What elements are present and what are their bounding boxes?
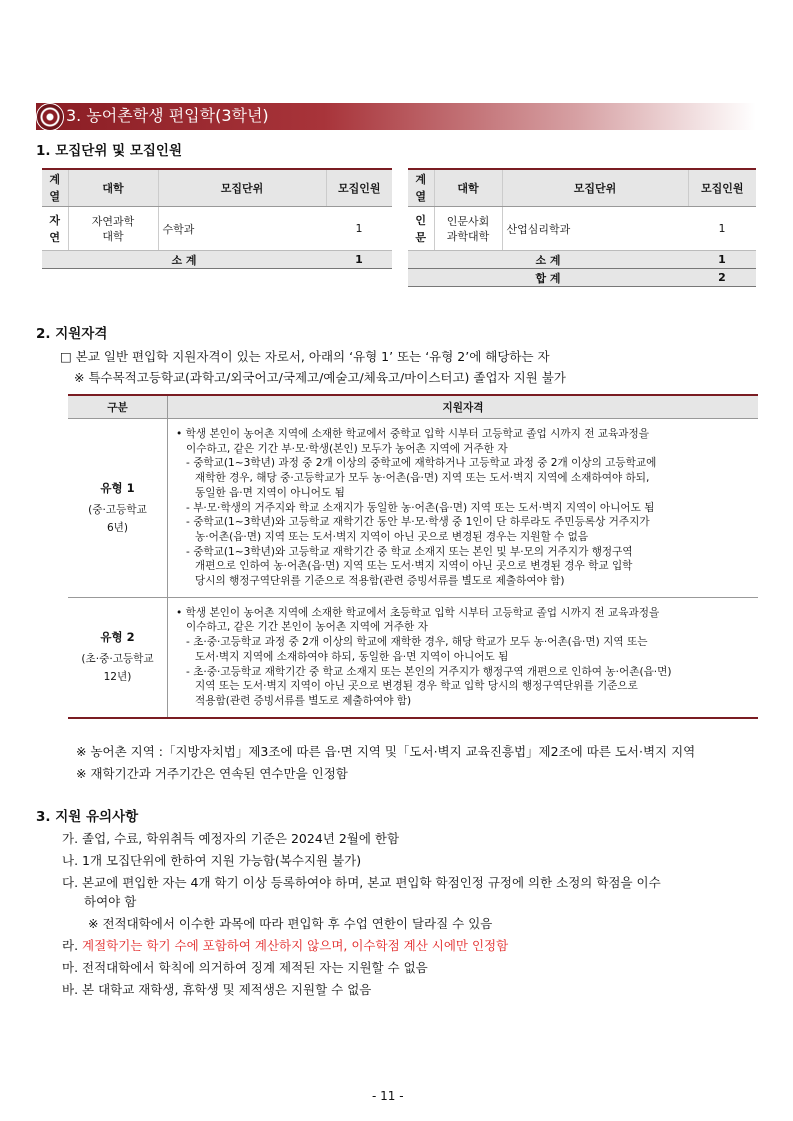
req-line: 적용함(관련 증빙서류를 별도로 제출하여야 함) [195,694,412,707]
req-line: - 중학교(1~3학년) 과정 중 2개 이상의 중학교에 재학하거나 고등학교 과정 중 2개 이상의 고등학교에 [186,457,657,470]
req-line: 재학한 경우, 해당 중·고등학교가 모두 농·어촌(읍·면) 지역 또는 도서·벽지 지역에 소재하여야 하되, [195,472,650,485]
note-e: 마. 전적대학에서 학칙에 의거하여 징계 제적된 자는 지원할 수 없음 [62,960,428,975]
footnote-rural-area: ※ 농어촌 지역 :「지방자치법」제3조에 따른 읍·면 지역 및「도서·벽지 교육진흥법」제2조에 따른 도서·벽지 지역 [76,744,696,759]
req-line: 동일한 읍·면 지역이 아니어도 됨 [195,486,345,499]
req-line: 지역 또는 도서·벽지 지역이 아닌 곳으로 변경된 경우 학교 입학 당시의 행정구역단위를 기준으로 [195,680,638,693]
college-cell: 인문사회 과학대학 [434,207,502,251]
recruit-table-right [408,168,756,287]
req-line: 당시의 행정구역단위를 기준으로 적용함(관련 증빙서류를 별도로 제출하여야 함) [195,575,565,588]
note-b: 나. 1개 모집단위에 한하여 지원 가능함(복수지원 불가) [62,853,362,868]
type2-category [68,597,168,717]
note-c-sub: ※ 전적대학에서 이수한 과목에 따라 편입학 후 수업 연한이 달라질 수 있음 [88,916,493,931]
col-type: 구분 [68,395,168,419]
type1-name: 유형 1 [100,480,135,495]
recruit-table-left [42,168,392,269]
col-field: 계열 [42,169,68,207]
req-line: - 초·중·고등학교 과정 중 2개 이상의 학교에 재학한 경우, 해당 학교가 모두 농·어촌(읍·면) 지역 또는 [186,636,648,649]
col-requirement: 지원자격 [168,395,759,419]
req-line: 도서·벽지 지역에 소재하여야 하되, 동일한 읍·면 지역이 아니어도 됨 [195,650,509,663]
req-line: - 중학교(1~3학년)와 고등학교 재학기간 중 학교 소재지 또는 본인 및 부·모의 거주지가 행정구역 [186,545,633,558]
footnote-period: ※ 재학기간과 거주기간은 연속된 연수만을 인정함 [76,766,348,781]
recruit-heading: 1. 모집단위 및 모집인원 [36,143,182,159]
col-field: 계열 [408,169,434,207]
req-line: 개편으로 인하여 농·어촌(읍·면) 지역 또는 도서·벽지 지역이 아닌 곳으로 변경된 경우 학교 입학 [195,560,633,573]
note-f: 바. 본 대학교 재학생, 휴학생 및 제적생은 지원할 수 없음 [62,982,372,997]
total-value: 2 [688,269,756,287]
type2-row [68,597,758,717]
field-cell: 자연 [42,207,68,251]
req-line: 이수하고, 같은 기간 본인이 농어촌 지역에 거주한 자 [186,621,428,634]
note-a: 가. 졸업, 수료, 학위취득 예정자의 기준은 2024년 2월에 한함 [62,831,400,846]
req-line: 농·어촌(읍·면) 지역 또는 도서·벽지 지역이 아닌 곳으로 변경된 경우는 지원할 수 없음 [195,530,589,543]
count-cell: 1 [326,207,392,251]
col-college: 대학 [434,169,502,207]
note-c: 다. 본교에 편입한 자는 4개 학기 이상 등록하여야 하며, 본교 편입학 학점인정 규정에 의한 소정의 학점을 이수 [62,875,661,890]
note-d [62,937,508,955]
col-unit: 모집단위 [502,169,688,207]
note-c-cont: 하여야 함 [84,894,137,909]
university-emblem-icon [36,103,64,131]
subtotal-label: 소 계 [42,251,326,269]
unit-cell: 수학과 [158,207,326,251]
type1-requirements [168,419,759,598]
qualification-exclusion: ※ 특수목적고등학교(과학고/외국어고/국제고/예술고/체육고/마이스터고) 졸업자 지원 불가 [74,370,566,385]
type2-sub: (초·중·고등학교 [81,653,154,666]
type2-sub2: 12년) [103,671,132,684]
college-cell: 자연과학 대학 [68,207,158,251]
type2-requirements [168,597,759,717]
req-line: - 중학교(1~3학년)와 고등학교 재학기간 동안 부·모·학생 중 1인이 단 하루라도 주민등록상 거주지가 [186,516,650,529]
type2-name: 유형 2 [100,630,135,645]
type1-category [68,419,168,598]
type1-row [68,419,758,598]
col-unit: 모집단위 [158,169,326,207]
note-d-highlight: 계절학기는 학기 수에 포함하여 계산하지 않으며, 이수학점 계산 시에만 인정함 [82,938,509,953]
type1-sub2: 6년) [106,521,129,534]
subtotal-value: 1 [688,251,756,269]
qualification-heading: 2. 지원자격 [36,326,108,342]
req-line: • 학생 본인이 농어촌 지역에 소재한 학교에서 중학교 입학 시부터 고등학교 졸업 시까지 전 교육과정을 [176,428,649,440]
note-d-prefix: 라. [62,938,83,953]
page-number: - 11 - [372,1089,404,1103]
subtotal-label: 소 계 [408,251,688,269]
field-cell: 인문 [408,207,434,251]
req-line: - 초·중·고등학교 재학기간 중 학교 소재지 또는 본인의 거주지가 행정구역 개편으로 인하여 농·어촌(읍·면) [186,665,672,678]
type1-sub: (중·고등학교 [88,503,147,516]
subtotal-value: 1 [326,251,392,269]
unit-cell: 산업심리학과 [502,207,688,251]
req-line: 이수하고, 같은 기간 부·모·학생(본인) 모두가 농어촌 지역에 거주한 자 [186,442,508,455]
notes-heading: 3. 지원 유의사항 [36,809,139,825]
col-college: 대학 [68,169,158,207]
req-line: • 학생 본인이 농어촌 지역에 소재한 학교에서 초등학교 입학 시부터 고등학교 졸업 시까지 전 교육과정을 [176,606,660,619]
section-title: 3. 농어촌학생 편입학(3학년) [66,106,269,125]
req-line: - 부·모·학생의 거주지와 학교 소재지가 동일한 농·어촌(읍·면) 지역 또는 도서·벽지 지역이 아니어도 됨 [186,501,655,514]
col-count: 모집인원 [326,169,392,207]
count-cell: 1 [688,207,756,251]
qualification-intro: □ 본교 일반 편입학 지원자격이 있는 자로서, 아래의 ‘유형 1’ 또는 ‘유형 2’에 해당하는 자 [60,349,550,364]
qualification-table [68,394,758,719]
col-count: 모집인원 [688,169,756,207]
total-label: 합 계 [408,269,688,287]
